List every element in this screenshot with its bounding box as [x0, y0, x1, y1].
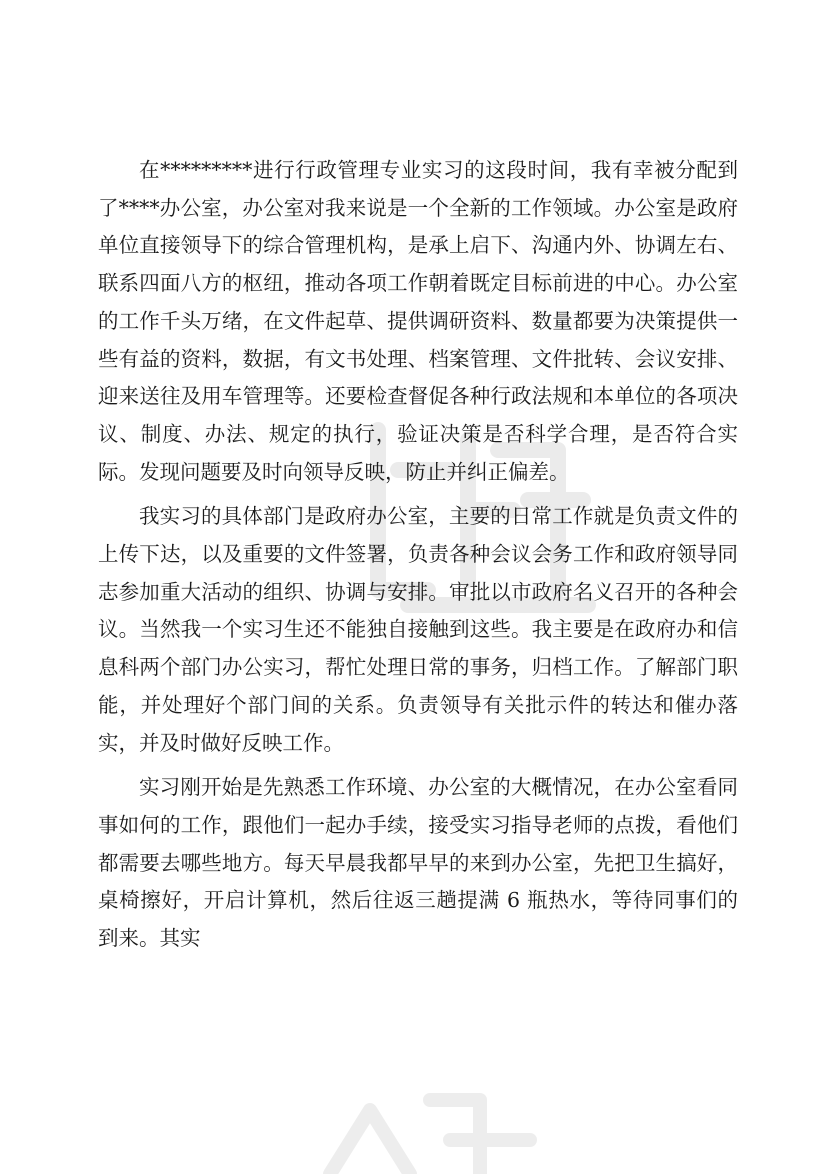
document-body: [98, 152, 738, 965]
paragraph-3: 实习刚开始是先熟悉工作环境、办公室的大概情况，在办公室看同事如何的工作，跟他们一起办手续，接受实习指导老师的点拨，看他们都需要去哪些地方。每天早晨我都早早的来到办公室，先把卫生搞好，桌椅擦好，开启计算机，然后往返三趟提满 6 瓶热水，等待同事们的到来。其实: [98, 775, 738, 951]
watermark-logo-bottom: [300, 1070, 560, 1174]
paragraph-1: 在*********进行行政管理专业实习的这段时间，我有幸被分配到了****办公室，办公室对我来说是一个全新的工作领域。办公室是政府单位直接领导下的综合管理机构，是承上启下、沟通内外、协调左右、联系四面八方的枢纽，推动各项工作朝着既定目标前进的中心。办公室的工作千头万绪，在文件起草、提供调研资料、数量都要为决策提供一些有益的资料，数据，有文书处理、档案管理、文件批转、会议安排、迎来送往及用车管理等。还要检查督促各种行政法规和本单位的各项决议、制度、办法、规定的执行，验证决策是否科学合理，是否符合实际。发现问题要及时向领导反映，防止并纠正偏差。: [98, 158, 738, 484]
paragraph-2: 我实习的具体部门是政府办公室，主要的日常工作就是负责文件的上传下达，以及重要的文件签署，负责各种会议会务工作和政府领导同志参加重大活动的组织、协调与安排。审批以市政府名义召开的各种会议。当然我一个实习生还不能独自接触到这些。我主要是在政府办和信息科两个部门办公实习，帮忙处理日常的事务，归档工作。了解部门职能，并处理好个部门间的关系。负责领导有关批示件的转达和催办落实，并及时做好反映工作。: [98, 504, 738, 755]
